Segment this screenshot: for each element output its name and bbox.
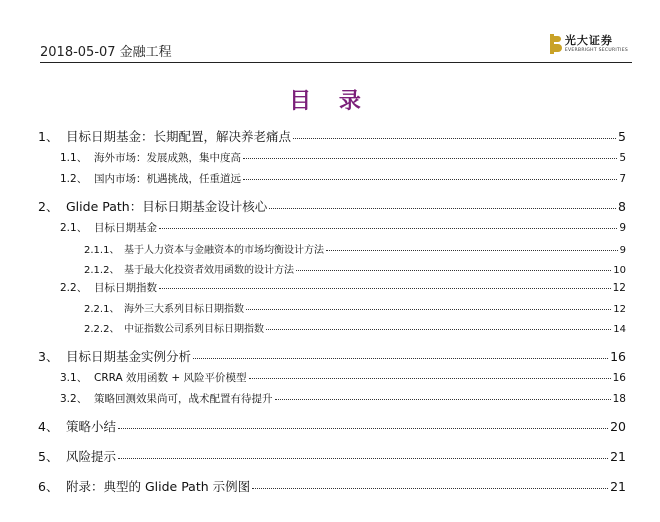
toc-entry-page: 12 bbox=[613, 304, 626, 315]
toc-entry-title: 策略小结 bbox=[66, 419, 117, 434]
toc-entry-title: 目标日期基金：长期配置，解决养老痛点 bbox=[66, 129, 292, 144]
dot-leader bbox=[118, 427, 608, 429]
logo-name-en: EVERBRIGHT SECURITIES bbox=[564, 48, 628, 53]
toc-entry-2[interactable] bbox=[38, 197, 626, 215]
toc-entry-page: 18 bbox=[612, 393, 626, 405]
toc-entry-2-1[interactable] bbox=[60, 220, 626, 235]
toc-entry-title: 中证指数公司系列目标日期指数 bbox=[124, 324, 264, 335]
toc-entry-title: 附录：典型的 Glide Path 示例图 bbox=[66, 479, 251, 494]
toc-entry-1-1[interactable] bbox=[60, 150, 626, 165]
toc-entry-title: 目标日期指数 bbox=[94, 282, 157, 294]
dot-leader bbox=[269, 207, 616, 209]
toc-entry-page: 14 bbox=[613, 324, 626, 335]
toc-entry-title: 国内市场：机遇挑战，任重道远 bbox=[94, 173, 241, 185]
dot-leader bbox=[293, 137, 616, 139]
toc-entry-page: 10 bbox=[613, 265, 626, 276]
toc-entry-number: 3.1、 bbox=[60, 372, 88, 384]
toc-entry-2-1-2[interactable] bbox=[84, 261, 626, 276]
toc-entry-title: Glide Path：目标日期基金设计核心 bbox=[66, 199, 268, 214]
toc-entry-number: 4、 bbox=[38, 419, 59, 434]
toc-entry-number: 1、 bbox=[38, 129, 59, 144]
toc-entry-number: 2.1.1、 bbox=[84, 245, 120, 256]
dot-leader bbox=[243, 178, 617, 180]
toc-entry-title: 海外三大系列目标日期指数 bbox=[124, 304, 244, 315]
toc-entry-title: 风险提示 bbox=[66, 449, 117, 464]
toc-entry-1-2[interactable] bbox=[60, 171, 626, 186]
toc-entry-5[interactable] bbox=[38, 447, 626, 465]
toc-entry-number: 1.1、 bbox=[60, 152, 88, 164]
dot-leader bbox=[243, 157, 617, 159]
toc-entry-page: 21 bbox=[610, 449, 626, 464]
toc-entry-number: 2、 bbox=[38, 199, 59, 214]
toc-entry-title: 海外市场：发展成熟，集中度高 bbox=[94, 152, 241, 164]
dot-leader bbox=[326, 249, 618, 251]
dot-leader bbox=[159, 227, 617, 229]
toc-entry-title: 基于人力资本与金融资本的市场均衡设计方法 bbox=[124, 245, 324, 256]
dot-leader bbox=[118, 457, 608, 459]
toc-entry-page: 9 bbox=[619, 222, 626, 234]
toc-entry-3-1[interactable] bbox=[60, 370, 626, 385]
toc-entry-page: 9 bbox=[619, 245, 626, 256]
toc-entry-number: 2.1、 bbox=[60, 222, 88, 234]
dot-leader bbox=[159, 287, 611, 289]
toc-entry-title: CRRA 效用函数 + 风险平价模型 bbox=[94, 372, 247, 384]
dot-leader bbox=[246, 308, 611, 310]
toc-entry-number: 5、 bbox=[38, 449, 59, 464]
toc-entry-number: 6、 bbox=[38, 479, 59, 494]
toc-entry-title: 策略回测效果尚可，战术配置有待提升 bbox=[94, 393, 273, 405]
toc-entry-page: 7 bbox=[619, 173, 626, 185]
toc-entry-2-2[interactable] bbox=[60, 280, 626, 295]
toc-entry-page: 16 bbox=[610, 349, 626, 364]
toc-entry-title: 基于最大化投资者效用函数的设计方法 bbox=[124, 265, 294, 276]
toc-entry-number: 1.2、 bbox=[60, 173, 88, 185]
toc-entry-page: 12 bbox=[612, 282, 626, 294]
dot-leader bbox=[296, 269, 611, 271]
dot-leader bbox=[249, 377, 611, 379]
dot-leader bbox=[193, 357, 608, 359]
toc-entry-2-1-1[interactable] bbox=[84, 241, 626, 256]
toc-entry-page: 16 bbox=[612, 372, 626, 384]
toc-entry-4[interactable] bbox=[38, 417, 626, 435]
toc-entry-6[interactable] bbox=[38, 477, 626, 495]
toc-entry-page: 5 bbox=[619, 152, 626, 164]
toc-entry-page: 20 bbox=[610, 419, 626, 434]
toc-entry-number: 3、 bbox=[38, 349, 59, 364]
toc-entry-number: 2.2、 bbox=[60, 282, 88, 294]
toc-entry-3[interactable] bbox=[38, 347, 626, 365]
header-date-label: 2018-05-07 金融工程 bbox=[40, 45, 172, 60]
toc-entry-2-2-1[interactable] bbox=[84, 300, 626, 315]
dot-leader bbox=[275, 398, 611, 400]
toc-entry-page: 8 bbox=[618, 199, 626, 214]
toc-entry-title: 目标日期基金实例分析 bbox=[66, 349, 192, 364]
toc-entry-number: 3.2、 bbox=[60, 393, 88, 405]
toc-entry-3-2[interactable] bbox=[60, 391, 626, 406]
toc-entry-page: 5 bbox=[618, 129, 626, 144]
dot-leader bbox=[266, 328, 611, 330]
logo-name-cn: 光大证券 bbox=[564, 34, 613, 47]
dot-leader bbox=[252, 487, 608, 489]
toc-entry-page: 21 bbox=[610, 479, 626, 494]
toc-entry-number: 2.1.2、 bbox=[84, 265, 120, 276]
toc-entry-title: 目标日期基金 bbox=[94, 222, 157, 234]
toc-entry-number: 2.2.1、 bbox=[84, 304, 120, 315]
toc-entry-1[interactable] bbox=[38, 127, 626, 145]
toc-entry-2-2-2[interactable] bbox=[84, 320, 626, 335]
toc-entry-number: 2.2.2、 bbox=[84, 324, 120, 335]
toc-title: 目 录 bbox=[289, 88, 371, 114]
